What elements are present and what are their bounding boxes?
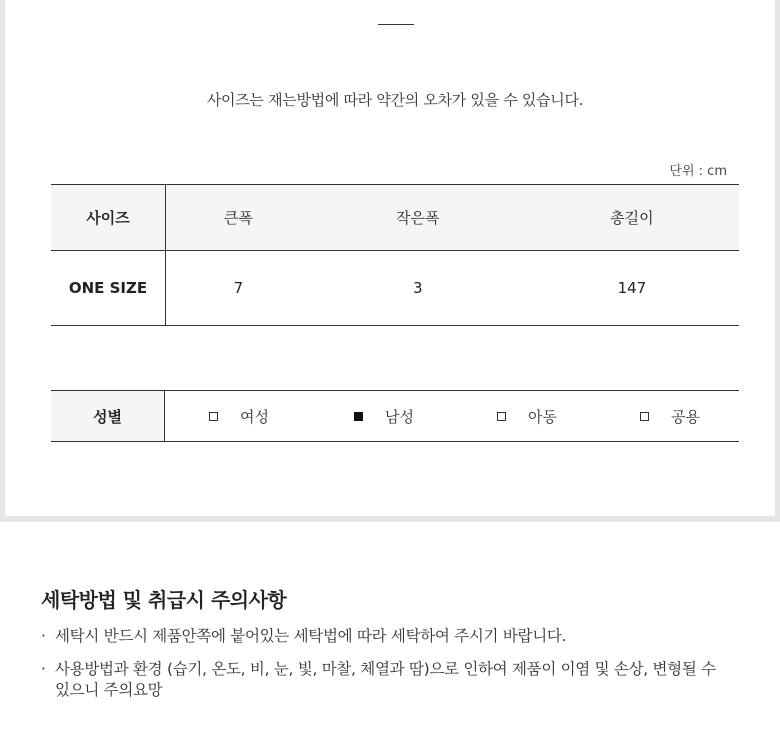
gender-option-female <box>166 406 309 427</box>
bullet-icon: · <box>41 627 46 645</box>
gender-option-unisex <box>595 406 738 427</box>
gender-label: 성별 <box>51 391 165 442</box>
checkbox-icon <box>209 412 218 421</box>
gender-option-label: 여성 <box>240 407 269 426</box>
row-label-one-size: ONE SIZE <box>51 251 166 326</box>
gender-options <box>166 392 738 440</box>
gender-option-label: 아동 <box>528 407 557 426</box>
size-table-header <box>51 185 739 251</box>
gender-table <box>51 390 739 442</box>
cell-length: 147 <box>525 251 739 326</box>
gender-option-male <box>309 406 452 427</box>
gender-option-label: 공용 <box>671 407 700 426</box>
size-notice: 사이즈는 재는방법에 따라 약간의 오차가 있을 수 있습니다. <box>206 91 584 109</box>
unit-label: 단위 : cm <box>669 164 727 179</box>
bullet-icon: · <box>41 660 46 678</box>
table-row <box>51 251 739 326</box>
gender-option-kids <box>452 406 595 427</box>
gender-options-cell <box>165 391 740 442</box>
size-table <box>51 184 739 326</box>
care-section-title: 세탁방법 및 취급시 주의사항 <box>41 588 287 612</box>
checkbox-icon <box>640 412 649 421</box>
checkbox-icon <box>497 412 506 421</box>
list-item <box>41 626 731 647</box>
cell-width-small: 3 <box>311 251 525 326</box>
col-header-length: 총길이 <box>525 185 739 251</box>
cell-width-large: 7 <box>166 251 311 326</box>
list-item <box>41 659 731 701</box>
col-header-width-large: 큰폭 <box>166 185 311 251</box>
section-divider <box>378 24 414 25</box>
size-header-label: 사이즈 <box>51 185 166 251</box>
gender-row <box>51 391 739 442</box>
checked-box-icon <box>354 412 363 421</box>
care-item-text: 사용방법과 환경 (습기, 온도, 비, 눈, 빛, 마찰, 체열과 땀)으로 인하여 제품이 이염 및 손상, 변형될 수 있으니 주의요망 <box>55 660 716 699</box>
care-instructions-list <box>41 626 731 713</box>
gender-option-label: 남성 <box>385 407 414 426</box>
care-item-text: 세탁시 반드시 제품안쪽에 붙어있는 세탁법에 따라 세탁하여 주시기 바랍니다. <box>55 627 567 645</box>
col-header-width-small: 작은폭 <box>311 185 525 251</box>
